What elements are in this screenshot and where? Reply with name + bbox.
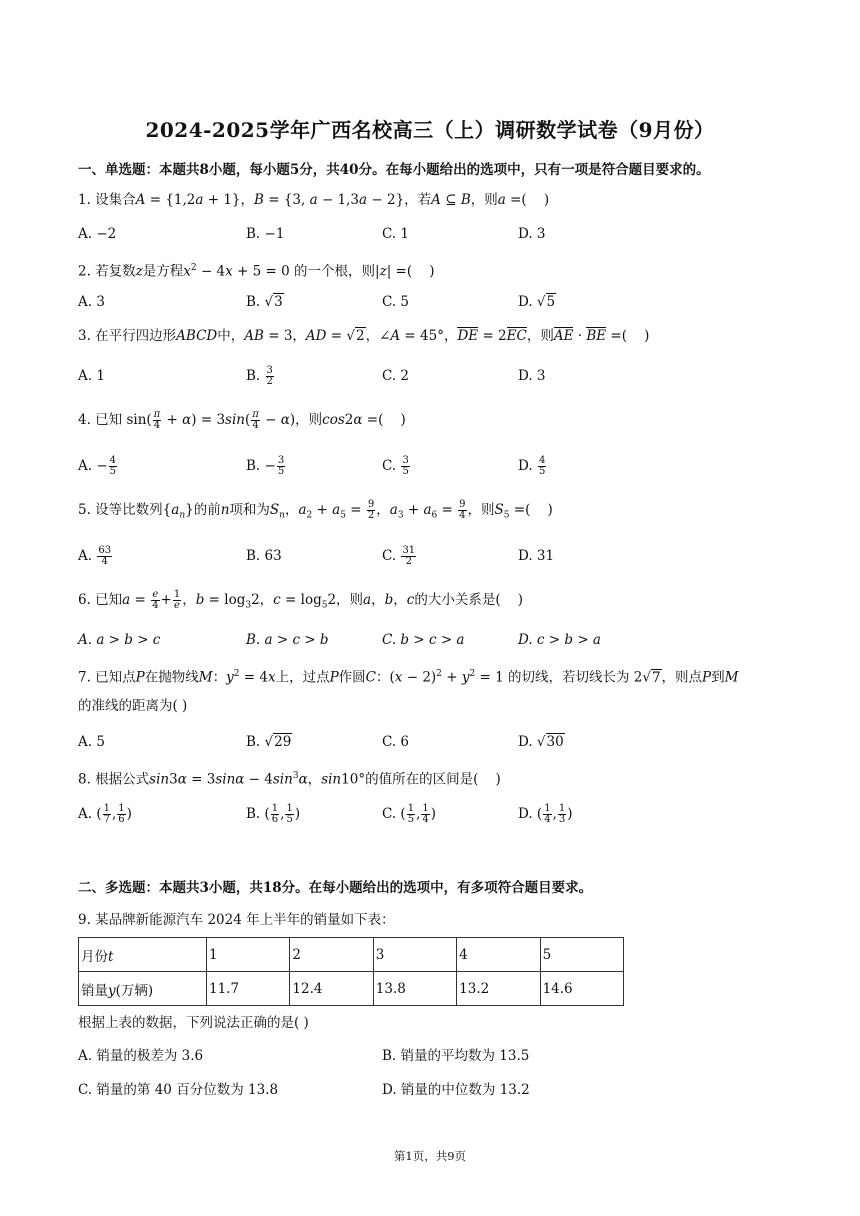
question-6-stem: 6. 已知a = $\frac{e}{4}$ + $\frac{1}{e}$ ，$b = \log_32$，$c = \log_52$，则a，b，c的大小关系是( ) [78, 589, 524, 611]
question-5-option-c: C. $\frac{31}{2}$ [382, 545, 416, 567]
question-8-option-b: B. ( $\frac{1}{6}$ , $\frac{1}{5}$ ) [246, 803, 301, 825]
question-1-option-d: D. 3 [518, 226, 546, 242]
page-footer: 第1页，共9页 [393, 1149, 467, 1163]
question-7-option-c: C. 6 [382, 734, 410, 750]
table-row [79, 972, 624, 1006]
question-9-option-c: C. 销量的第 40 百分位数为 13.8 [78, 1082, 279, 1098]
table-cell: 5 [540, 938, 623, 972]
question-7-stem-continued: 的准线的距离为( ) [78, 698, 188, 714]
question-4-stem: 4. 已知 sin( $\frac{\pi}{4}$ + α) = 3sin( $\frac{\pi}{4}$ − α)，则cos2α =( ) [78, 409, 406, 431]
question-1-option-b: B. −1 [246, 226, 285, 242]
question-2-stem: 2. 若复数z是方程$x^2 - 4x + 5 = 0$ 的一个根，则|z| =( ) [78, 263, 435, 280]
question-2-option-a: A. 3 [78, 294, 105, 310]
question-6-option-a: A. a > b > c [78, 632, 161, 648]
question-6-option-d: D. c > b > a [518, 632, 601, 648]
question-9-stem: 9. 某品牌新能源汽车 2024 年上半年的销量如下表： [78, 912, 395, 928]
question-2-option-b: B. √3 [246, 294, 283, 310]
question-8-option-c: C. ( $\frac{1}{5}$ , $\frac{1}{4}$ ) [382, 803, 437, 825]
sales-table [78, 937, 624, 1006]
table-row-header: 月份t [79, 938, 207, 972]
section-multiple-choice-heading: 二、多选题：本题共3小题，共18分。在每小题给出的选项中，有多项符合题目要求。 [78, 880, 593, 896]
section-single-choice-heading: 一、单选题：本题共8小题，每小题5分，共40分。在每小题给出的选项中，只有一项是符合题目要求的。 [78, 162, 710, 178]
table-cell: 14.6 [540, 972, 623, 1006]
question-7-stem: 7. 已知点P在抛物线M：$y^2 = 4x$上，过点P作圆C：$(x - 2)^2 + y^2 = 1$ 的切线，若切线长为 2√7，则点P到M [78, 669, 739, 686]
page-title: 2024-2025学年广西名校高三（上）调研数学试卷（9月份） [145, 118, 715, 142]
question-9-option-a: A. 销量的极差为 3.6 [78, 1048, 204, 1064]
question-3-stem: 3. 在平行四边形ABCD中，AB = 3，AD = √2，∠A = 45°，DE = 2EC，则AE · BE =( ) [78, 328, 650, 344]
table-cell: 11.7 [207, 972, 290, 1006]
question-9-option-d: D. 销量的中位数为 13.2 [382, 1082, 530, 1098]
question-5-option-d: D. 31 [518, 548, 555, 564]
question-4-option-a: A. − $\frac{4}{5}$ [78, 455, 117, 477]
question-9-stem-continued: 根据上表的数据，下列说法正确的是( ) [78, 1015, 309, 1031]
table-cell: 1 [207, 938, 290, 972]
table-cell: 3 [373, 938, 456, 972]
question-1-option-a: A. −2 [78, 226, 117, 242]
question-7-option-b: B. √29 [246, 734, 292, 750]
question-3-option-a: A. 1 [78, 368, 105, 384]
question-3-option-c: C. 2 [382, 368, 410, 384]
question-4-option-c: C. $\frac{3}{5}$ [382, 455, 409, 477]
table-cell: 13.8 [373, 972, 456, 1006]
question-5-stem: 5. 设等比数列$\{a_n\}$的前n项和为$S_n$，$a_2 + a_5$ = $\frac{9}{2}$ ，$a_3 + a_6$ = $\frac{9}{4}$ ，则$S_5$ =( ) [78, 499, 553, 521]
table-cell: 12.4 [290, 972, 373, 1006]
question-5-option-b: B. 63 [246, 548, 282, 564]
question-4-option-b: B. − $\frac{3}{5}$ [246, 455, 285, 477]
question-8-option-a: A. ( $\frac{1}{7}$ , $\frac{1}{6}$ ) [78, 803, 132, 825]
question-1-stem: 1. 设集合A = {1,2a + 1}，B = {3, a − 1,3a − 2}，若A ⊆ B，则a =( ) [78, 192, 550, 208]
question-1-option-c: C. 1 [382, 226, 410, 242]
question-4-option-d: D. $\frac{4}{5}$ [518, 455, 546, 477]
question-7-option-a: A. 5 [78, 734, 105, 750]
table-cell: 4 [457, 938, 540, 972]
question-8-option-d: D. ( $\frac{1}{4}$ , $\frac{1}{3}$ ) [518, 803, 573, 825]
question-6-option-b: B. a > c > b [246, 632, 329, 648]
question-3-option-d: D. 3 [518, 368, 546, 384]
question-3-option-b: B. $\frac{3}{2}$ [246, 365, 273, 387]
question-9-option-b: B. 销量的平均数为 13.5 [382, 1048, 530, 1064]
question-2-option-d: D. √5 [518, 294, 556, 310]
question-8-stem: 8. 根据公式$\sin 3\alpha = 3\sin\alpha - 4\sin^3\alpha$，sin10°的值所在的区间是( ) [78, 771, 501, 788]
question-6-option-c: C. b > c > a [382, 632, 465, 648]
question-5-option-a: A. $\frac{63}{4}$ [78, 545, 112, 567]
question-7-option-d: D. √30 [518, 734, 564, 750]
table-row [79, 938, 624, 972]
table-cell: 2 [290, 938, 373, 972]
table-row-header: 销量y(万辆) [79, 972, 207, 1006]
question-2-option-c: C. 5 [382, 294, 410, 310]
table-cell: 13.2 [457, 972, 540, 1006]
